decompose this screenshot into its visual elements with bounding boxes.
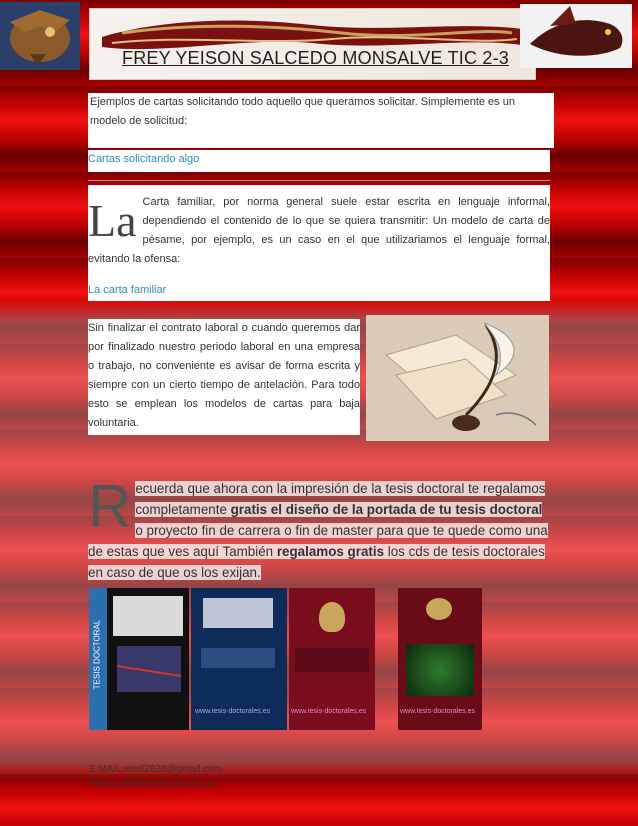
promo-bold-1: gratis el diseño de la portada de tu tesis doctoral: [230, 502, 543, 517]
thesis-cover-2: [191, 588, 287, 730]
cartas-solicitando-link[interactable]: Cartas solicitando algo: [88, 153, 200, 165]
promo-text-2: o proyecto fin de carrera o fin de master para que te quede como una de estas que ves aquí También: [88, 523, 548, 559]
dragon-logo: [520, 4, 632, 68]
thesis-cover-1-chart: [117, 646, 181, 692]
divider: [88, 180, 550, 181]
intro-text: Ejemplos de cartas solicitando todo aquello que queramos solicitar. Simplemente es un modelo de solicitud:: [90, 96, 515, 127]
tesis-promo-paragraph: [88, 473, 550, 583]
thesis-cover-1: [89, 588, 189, 730]
intro-link-row: [88, 150, 550, 172]
dropcap-r: R: [88, 473, 132, 540]
carta-familiar-text: Carta familiar, por norma general suele estar escrita en lenguaje informal, dependiendo el contenido de lo que se quiera transmitir: Un modelo de carta de pésame, por ejemplo, es un caso en el que utilizariamos el lenguaje formal, evitando la ofensa:: [88, 196, 550, 265]
carta-familiar-link[interactable]: La carta familiar: [88, 284, 167, 296]
header-banner: [89, 8, 536, 80]
promo-text-3: los cds de tesis doctorales en caso de que os los exijan.: [88, 544, 545, 580]
promo-bold-2: regalamos gratis: [276, 544, 385, 559]
page-title: FREY YEISON SALCEDO MONSALVE TIC 2-3: [122, 48, 509, 68]
griffin-logo: [0, 2, 80, 70]
thesis-cover-2-url: www.tesis-doctorales.es: [195, 708, 271, 715]
baja-voluntaria-text: Sin finalizar el contrato laboral o cuando queremos dar por finalizado nuestro periodo laboral en una empresa o trabajo, no conveniente es avisar de forma escrita y siempre con un cierto tiempo de antelación. Para todo esto se emplean los modelos de cartas para baja voluntaria.: [88, 322, 360, 429]
thesis-cover-4: [398, 588, 482, 730]
footer-email: E.MAIL:ete82828@gmail.com: [89, 764, 222, 775]
thesis-cover-3: [289, 588, 375, 730]
thesis-cover-4-url: www.tesis-doctorales.es: [400, 708, 476, 715]
footer-date: Fecha:20/08/2015 03:45 p.m.: [89, 779, 220, 790]
quill-letter-image: [366, 315, 549, 441]
footer: [89, 762, 222, 792]
thesis-cover-1-label: TESIS DOCTORAL: [92, 619, 102, 690]
thesis-cover-3-url: www.tesis-doctorales.es: [291, 708, 367, 715]
dropcap-la: La: [88, 195, 137, 246]
baja-voluntaria-paragraph: [88, 319, 360, 435]
promo-text-1: ecuerda que ahora con la impresión de la tesis doctoral te regalamos completamente: [135, 481, 546, 517]
intro-paragraph: [88, 93, 554, 148]
carta-familiar-paragraph: [88, 185, 550, 301]
